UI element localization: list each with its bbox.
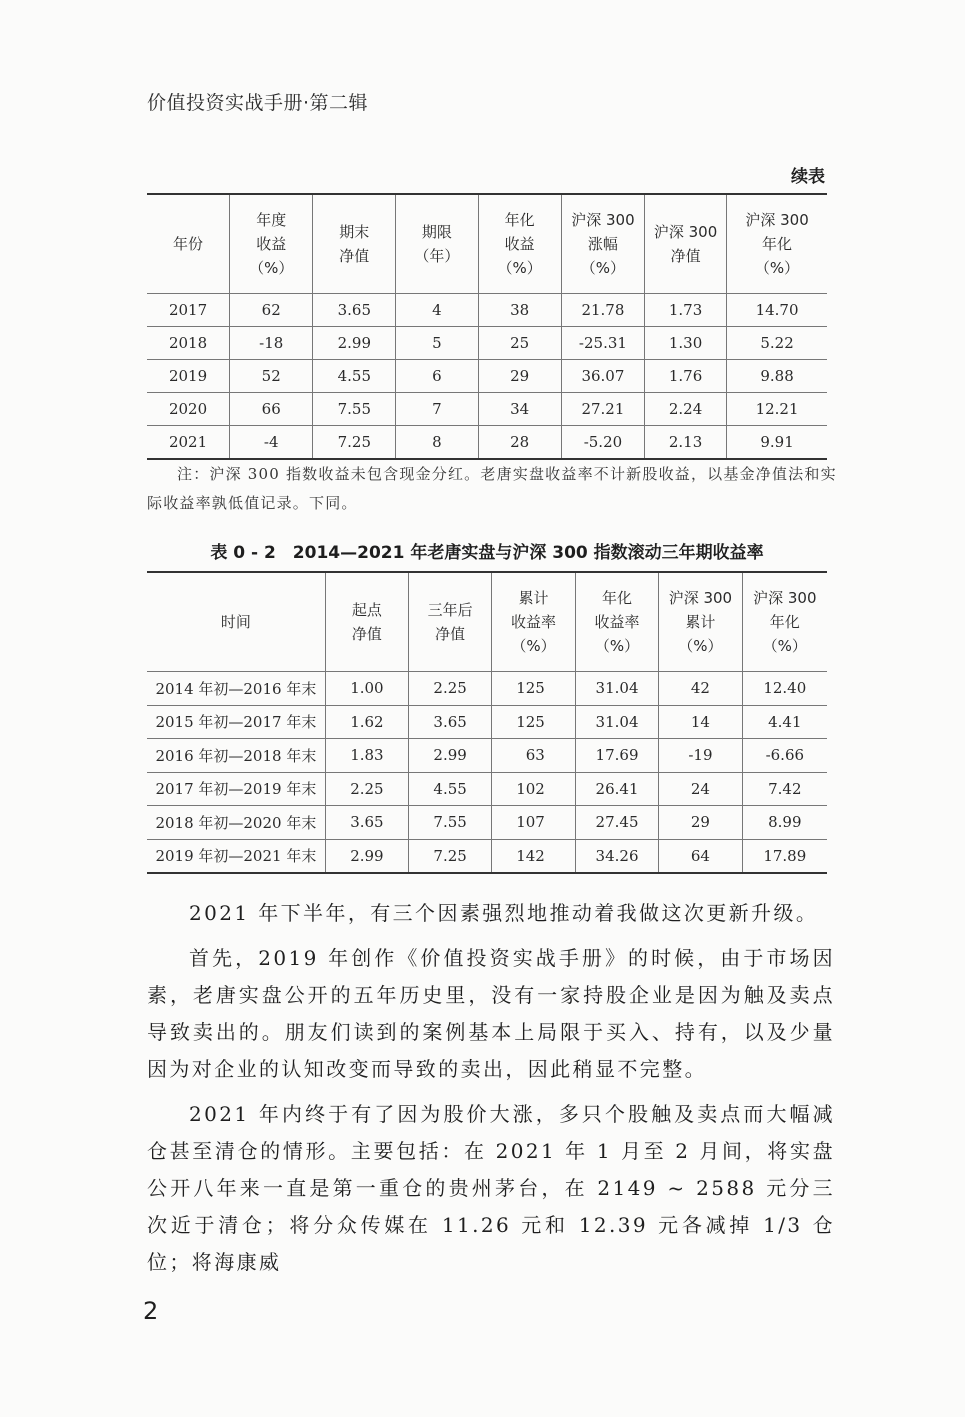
column-header-line: 年化 — [504, 211, 535, 229]
table-cell: 26.41 — [575, 772, 658, 806]
table-caption: 表 0 - 2 2014—2021 年老唐实盘与沪深 300 指数滚动三年期收益率 — [210, 543, 764, 563]
column-header — [147, 194, 230, 294]
table-cell: 4 — [396, 294, 478, 327]
table-cell: 1.30 — [645, 327, 727, 360]
column-header-line: 净值 — [351, 625, 382, 643]
column-header-line: 沪深 300 — [668, 589, 733, 607]
table-cell: 2.13 — [645, 426, 727, 460]
table-cell: 62 — [230, 294, 313, 327]
table-header-row — [147, 194, 827, 294]
column-header — [409, 572, 492, 672]
table-row — [147, 739, 827, 773]
table-cell: 7.25 — [409, 839, 492, 873]
table-cell: 17.69 — [575, 739, 658, 773]
table-cell: 125 — [492, 672, 576, 706]
running-head: 价值投资实战手册·第二辑 — [147, 92, 369, 114]
column-header-line: 沪深 300 — [745, 211, 809, 229]
table-row — [147, 806, 827, 840]
column-header-line: 沪深 300 — [753, 589, 817, 607]
table-note: 注：沪深 300 指数收益未包含现金分红。老唐实盘收益率不计新股收益，以基金净值法和实际收益率孰低值记录。下同。 — [147, 465, 837, 512]
table-cell: 14 — [659, 705, 742, 739]
table-cell: 2018 — [147, 327, 230, 360]
table-cell: -5.20 — [561, 426, 644, 460]
table-cell: -19 — [659, 739, 742, 773]
table-cell: 2019 年初—2021 年末 — [147, 839, 325, 873]
table-cell: 2018 年初—2020 年末 — [147, 806, 325, 840]
column-header-line: 年化 — [769, 613, 800, 631]
column-header — [659, 572, 742, 672]
table-cell: 1.00 — [325, 672, 408, 706]
table-row — [147, 705, 827, 739]
column-header-line: （年） — [414, 247, 460, 265]
column-header-line: 年化 — [762, 235, 793, 253]
table-annual-returns — [147, 193, 827, 460]
table-cell: 17.89 — [742, 839, 827, 873]
column-header — [561, 194, 644, 294]
table-cell: 63 — [492, 739, 576, 773]
table-row — [147, 426, 827, 460]
table-cell: 3.65 — [313, 294, 396, 327]
table-header-row — [147, 572, 827, 672]
table-rolling-returns — [147, 571, 827, 874]
column-header-line: （%） — [594, 637, 640, 655]
column-header-line: 净值 — [339, 247, 370, 265]
table-cell: 25 — [478, 327, 561, 360]
column-header — [727, 194, 827, 294]
table-cell: 14.70 — [727, 294, 827, 327]
column-header-line: 收益 — [256, 235, 287, 253]
column-header-line: （%） — [497, 259, 542, 277]
table-cell: 9.88 — [727, 360, 827, 393]
page-number: 2 — [143, 1297, 159, 1325]
column-header-line: 净值 — [670, 247, 701, 265]
table-cell: 66 — [230, 393, 313, 426]
continued-label: 续表 — [791, 167, 825, 187]
table-cell: -25.31 — [561, 327, 644, 360]
table-cell: 64 — [659, 839, 742, 873]
column-header-line: 起点 — [351, 601, 382, 619]
table-cell: 7.42 — [742, 772, 827, 806]
table-cell: 24 — [659, 772, 742, 806]
column-header-line: 时间 — [220, 613, 251, 631]
table-cell: 8 — [396, 426, 478, 460]
table-cell: 2.99 — [313, 327, 396, 360]
column-header-line: 期末 — [339, 223, 370, 241]
table-cell: 2017 — [147, 294, 230, 327]
table-cell: 1.73 — [645, 294, 727, 327]
column-header — [230, 194, 313, 294]
body-text — [147, 895, 835, 1289]
table-cell: 2020 — [147, 393, 230, 426]
table-cell: 52 — [230, 360, 313, 393]
table-cell: 5 — [396, 327, 478, 360]
table-cell: 5.22 — [727, 327, 827, 360]
table-cell: 2017 年初—2019 年末 — [147, 772, 325, 806]
column-header-line: （%） — [678, 637, 723, 655]
column-header-line: 三年后 — [427, 601, 473, 619]
column-header-line: 期限 — [421, 223, 452, 241]
paragraph: 首先，2019 年创作《价值投资实战手册》的时候，由于市场因素，老唐实盘公开的五年历史里，没有一家持股企业是因为触及卖点导致卖出的。朋友们读到的案例基本上局限于买入、持有，以及少量因为对企业的认知改变而导致的卖出，因此稍显不完整。 — [147, 946, 835, 1081]
column-header — [645, 194, 727, 294]
table-cell: 4.55 — [313, 360, 396, 393]
column-header — [492, 572, 576, 672]
column-header-line: 累计 — [518, 589, 549, 607]
table-cell: 3.65 — [409, 705, 492, 739]
table-cell: 31.04 — [575, 672, 658, 706]
table-cell: 102 — [492, 772, 576, 806]
paragraph: 2021 年下半年，有三个因素强烈地推动着我做这次更新升级。 — [189, 901, 819, 925]
table-row — [147, 327, 827, 360]
column-header-line: 收益率 — [594, 613, 640, 631]
table-cell: 2.99 — [409, 739, 492, 773]
table-cell: 2019 — [147, 360, 230, 393]
table-cell: 9.91 — [727, 426, 827, 460]
column-header-line: （%） — [754, 259, 800, 277]
table-cell: 1.76 — [645, 360, 727, 393]
table-row — [147, 772, 827, 806]
column-header — [396, 194, 478, 294]
column-header-line: 涨幅 — [587, 235, 618, 253]
column-header — [313, 194, 396, 294]
column-header-line: （%） — [249, 259, 294, 277]
table-cell: 4.55 — [409, 772, 492, 806]
column-header-line: （%） — [762, 637, 807, 655]
column-header-line: 收益 — [504, 235, 535, 253]
table-cell: 31.04 — [575, 705, 658, 739]
table-cell: 7.25 — [313, 426, 396, 460]
table-cell: 8.99 — [742, 806, 827, 840]
table-cell: 2.24 — [645, 393, 727, 426]
table-cell: 42 — [659, 672, 742, 706]
table-cell: 12.21 — [727, 393, 827, 426]
column-header — [575, 572, 658, 672]
column-header-line: 年度 — [256, 211, 287, 229]
table-row — [147, 294, 827, 327]
table-cell: 2014 年初—2016 年末 — [147, 672, 325, 706]
table-cell: 1.83 — [325, 739, 408, 773]
column-header — [147, 572, 325, 672]
table-cell: 2021 — [147, 426, 230, 460]
table-cell: 4.41 — [742, 705, 827, 739]
column-header — [742, 572, 827, 672]
table-cell: 125 — [492, 705, 576, 739]
table-cell: 1.62 — [325, 705, 408, 739]
table-row — [147, 839, 827, 873]
table-cell: 3.65 — [325, 806, 408, 840]
table-cell: 107 — [492, 806, 576, 840]
column-header-line: （%） — [580, 259, 626, 277]
column-header-line: （%） — [511, 637, 556, 655]
table-row — [147, 393, 827, 426]
column-header — [478, 194, 561, 294]
table-cell: 2016 年初—2018 年末 — [147, 739, 325, 773]
table-cell: 27.21 — [561, 393, 644, 426]
table-cell: 2.99 — [325, 839, 408, 873]
table-cell: 7 — [396, 393, 478, 426]
table-cell: 6 — [396, 360, 478, 393]
table-cell: 2.25 — [409, 672, 492, 706]
table-cell: -6.66 — [742, 739, 827, 773]
table-cell: 34 — [478, 393, 561, 426]
table-row — [147, 360, 827, 393]
column-header-line: 年化 — [602, 589, 633, 607]
table-cell: 29 — [659, 806, 742, 840]
paragraph: 2021 年内终于有了因为股价大涨，多只个股触及卖点而大幅减仓甚至清仓的情形。主要包括：在 2021 年 1 月至 2 月间，将实盘公开八年来一直是第一重仓的贵州茅台，在 2149 ~ 2588 元分三次近于清仓；将分众传媒在 11.26 元和 12.39 元各减掉 1/3 仓位；将海康威 — [147, 1102, 835, 1274]
table-cell: 12.40 — [742, 672, 827, 706]
column-header-line: 累计 — [685, 613, 716, 631]
table-cell: 29 — [478, 360, 561, 393]
table-cell: 2015 年初—2017 年末 — [147, 705, 325, 739]
column-header-line: 净值 — [435, 625, 466, 643]
table-cell: 36.07 — [561, 360, 644, 393]
table-cell: 34.26 — [575, 839, 658, 873]
table-cell: 21.78 — [561, 294, 644, 327]
table-cell: 142 — [492, 839, 576, 873]
column-header-line: 年份 — [173, 235, 204, 253]
table-cell: 28 — [478, 426, 561, 460]
table-cell: 2.25 — [325, 772, 408, 806]
column-header-line: 沪深 300 — [653, 223, 718, 241]
table-cell: -4 — [230, 426, 313, 460]
column-header-line: 沪深 300 — [571, 211, 635, 229]
table-cell: 27.45 — [575, 806, 658, 840]
table-cell: 7.55 — [313, 393, 396, 426]
table-row — [147, 672, 827, 706]
column-header — [325, 572, 408, 672]
column-header-line: 收益率 — [511, 613, 557, 631]
table-cell: -18 — [230, 327, 313, 360]
table-cell: 7.55 — [409, 806, 492, 840]
table-cell: 38 — [478, 294, 561, 327]
